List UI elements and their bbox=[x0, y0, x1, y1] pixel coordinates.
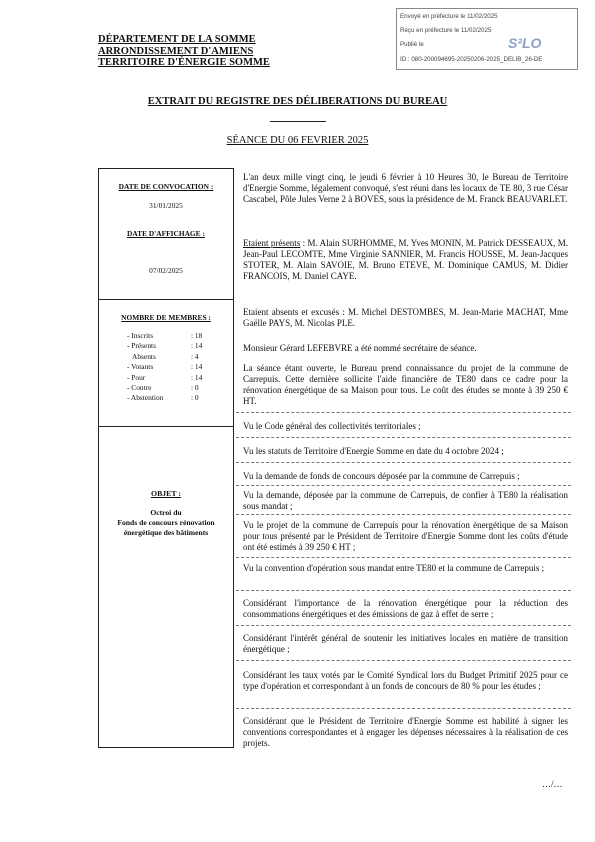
considerant-paragraph bbox=[243, 598, 568, 620]
members-box bbox=[98, 299, 234, 428]
convocation-value: 31/01/2025 bbox=[149, 201, 183, 210]
presents-names: : M. Alain SURHOMME, M. Yves MONIN, M. Patrick DESSEAUX, M. Jean-Paul LECOMTE, Mme Virginie SANNIER, M. Francis HOUSSE, M. Jean-Jacques STOTER, M. Alain SAVOIE, M. Bruno ETEVE, M. Dominique CAMUS, M. Didier FRANCOIS, M. Daniel CAYE. bbox=[243, 238, 568, 282]
affichage-value: 07/02/2025 bbox=[149, 266, 183, 275]
member-count-value: : 14 bbox=[191, 372, 203, 382]
section-divider bbox=[236, 625, 571, 626]
considerant-text: Considérant les taux votés par le Comité Syndical lors du Budget Primitif 2025 pour ce type d'opération et correspondant à un fonds de concours de 80 % pour les études ; bbox=[243, 670, 568, 692]
considerant-text: Considérant l'intérêt général de soutenir les initiatives locales en matière de transition énergétique ; bbox=[243, 633, 568, 655]
vu-text: Vu la convention d'opération sous mandat entre TE80 et la commune de Carrepuis ; bbox=[243, 563, 545, 573]
presents-paragraph bbox=[243, 238, 568, 282]
considerant-paragraph bbox=[243, 633, 568, 655]
objet-box bbox=[98, 426, 234, 748]
section-divider bbox=[236, 557, 571, 558]
intro-paragraph bbox=[243, 172, 568, 205]
presents-label: Etaient présents bbox=[243, 238, 301, 248]
header-territoire: TERRITOIRE D'ÉNERGIE SOMME bbox=[98, 57, 270, 68]
member-count-label: - Pour bbox=[127, 372, 146, 382]
seance-paragraph bbox=[243, 363, 568, 407]
vu-paragraph bbox=[243, 471, 568, 482]
member-count-value: : 18 bbox=[191, 331, 203, 340]
objet-line: Octroi du bbox=[150, 508, 182, 517]
member-count-value: : 4 bbox=[191, 351, 199, 361]
header-departement: DÉPARTEMENT DE LA SOMME bbox=[98, 34, 256, 45]
member-count-label: - Votants bbox=[127, 362, 154, 372]
vu-paragraph bbox=[243, 446, 568, 457]
affichage-label: DATE D'AFFICHAGE : bbox=[127, 229, 205, 238]
vu-paragraph bbox=[243, 490, 568, 512]
secretaire-paragraph bbox=[243, 343, 568, 354]
s2lo-logo: S²LO bbox=[508, 35, 542, 51]
member-count-value: : 14 bbox=[191, 341, 203, 351]
member-count-label: - Contre bbox=[127, 383, 152, 393]
stamp-id: ID : 080-200094695-20250206-2025_DELIB_26-DE bbox=[400, 56, 543, 63]
seance-text: La séance étant ouverte, le Bureau prend connaissance du projet de la commune de Carrepuis. Cette dernière sollicite l'aide financière de TE80 dans ce cadre pour la rénovation énergétique de sa Maison pour tous. Le coût des études se monte à 39 250 € HT. bbox=[243, 363, 568, 407]
member-count-value: : 0 bbox=[191, 383, 199, 393]
membres-label: NOMBRE DE MEMBRES : bbox=[121, 313, 211, 322]
considerant-text: Considérant l'importance de la rénovation énergétique pour la réduction des consommations énergétiques et des émissions de gaz à effet de serre ; bbox=[243, 598, 568, 620]
considerant-paragraph bbox=[243, 716, 568, 749]
member-count-value: : 0 bbox=[191, 393, 199, 403]
vu-text: Vu le Code général des collectivités territoriales ; bbox=[243, 421, 421, 431]
vu-text: Vu le projet de la commune de Carrepuis pour la rénovation énergétique de sa Maison pour tous présenté par le Président de Territoire d'Energie Somme dont les coûts d'étude ont été estimés à 39 250 € HT ; bbox=[243, 520, 568, 553]
seance-date: SÉANCE DU 06 FEVRIER 2025 bbox=[226, 135, 369, 146]
vu-paragraph bbox=[243, 563, 568, 574]
stamp-recu: Reçu en préfecture le 11/02/2025 bbox=[400, 27, 492, 34]
objet-line: Fonds de concours rénovation bbox=[117, 518, 215, 527]
vu-text: Vu la demande de fonds de concours déposée par la commune de Carrepuis ; bbox=[243, 471, 520, 481]
member-count-label: - Présents bbox=[127, 341, 156, 351]
member-count-label: Absents bbox=[132, 351, 156, 361]
absents-text: Etaient absents et excusés : M. Michel DESTOMBES, M. Jean-Marie MACHAT, Mme Gaëlle PAYS, M. Nicolas PLE. bbox=[243, 307, 568, 329]
vu-paragraph bbox=[243, 421, 568, 432]
section-divider bbox=[236, 485, 571, 486]
intro-text: L'an deux mille vingt cinq, le jeudi 6 février à 10 Heures 30, le Bureau de Territoire d'Energie Somme, légalement convoqué, s'est réuni dans les locaux de TE 80, 3 rue César Cascabel, Pôle Jules Verne 2 à BOVES, sous la présidence de M. Franck BEAUVARLET. bbox=[243, 172, 568, 205]
convocation-label: DATE DE CONVOCATION : bbox=[118, 182, 214, 191]
objet-description bbox=[99, 508, 233, 538]
considerant-paragraph bbox=[243, 670, 568, 692]
dates-box bbox=[98, 168, 234, 301]
members-values bbox=[191, 331, 202, 404]
prefecture-stamp bbox=[396, 8, 578, 70]
section-divider bbox=[236, 412, 571, 413]
member-count-label: - Inscrits bbox=[127, 331, 154, 340]
objet-line: énergétique des bâtiments bbox=[123, 528, 209, 537]
continuation-mark: …/… bbox=[542, 779, 563, 789]
secretaire-text: Monsieur Gérard LEFEBVRE a été nommé secrétaire de séance. bbox=[243, 343, 477, 353]
members-labels bbox=[127, 331, 163, 404]
section-divider bbox=[236, 590, 571, 591]
absents-paragraph bbox=[243, 307, 568, 329]
title-divider bbox=[270, 121, 326, 122]
considerant-text: Considérant que le Président de Territoire d'Energie Somme est habilité à signer les conventions correspondantes et à engager les dépenses nécessaires à la réalisation de ces projets. bbox=[243, 716, 568, 749]
header-arrondissement: ARRONDISSEMENT D'AMIENS bbox=[98, 45, 254, 57]
member-count-label: - Abstention bbox=[127, 393, 164, 403]
vu-paragraph bbox=[243, 520, 568, 553]
section-divider bbox=[236, 660, 571, 661]
section-divider bbox=[236, 462, 571, 463]
vu-text: Vu les statuts de Territoire d'Energie Somme en date du 4 octobre 2024 ; bbox=[243, 446, 504, 456]
objet-label: OBJET : bbox=[151, 489, 181, 498]
stamp-publie: Publié le bbox=[400, 41, 424, 48]
section-divider bbox=[236, 437, 571, 438]
header-block bbox=[98, 34, 270, 69]
presents-text bbox=[243, 238, 568, 282]
member-count-value: : 14 bbox=[191, 362, 203, 372]
stamp-envoye: Envoyé en préfecture le 11/02/2025 bbox=[400, 13, 498, 20]
section-divider bbox=[236, 514, 571, 515]
section-divider bbox=[236, 708, 571, 709]
vu-text: Vu la demande, déposée par la commune de Carrepuis, de confier à TE80 la réalisation sous mandat ; bbox=[243, 490, 568, 512]
document-title: EXTRAIT DU REGISTRE DES DÉLIBERATIONS DU BUREAU bbox=[147, 96, 448, 107]
